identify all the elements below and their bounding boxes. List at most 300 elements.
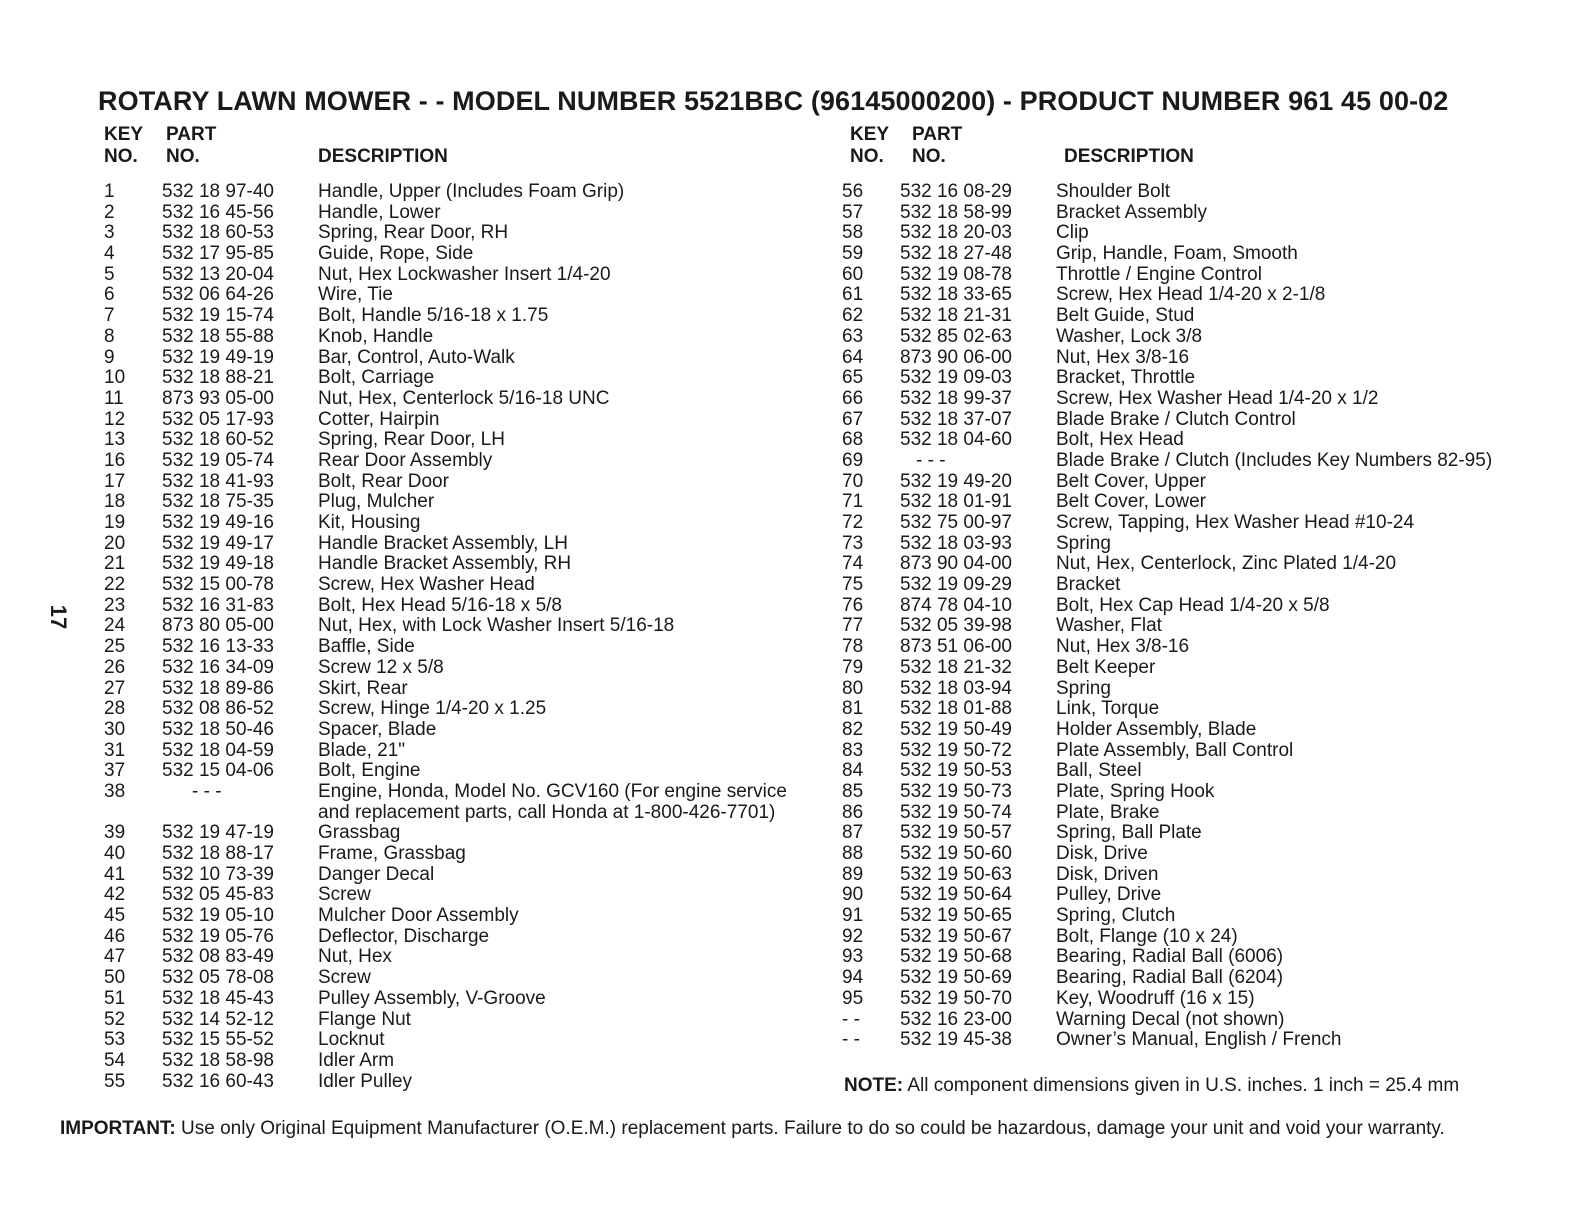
key-number: 10 bbox=[104, 367, 126, 389]
key-number: 30 bbox=[104, 718, 126, 740]
table-row bbox=[104, 203, 824, 224]
key-number: 13 bbox=[104, 429, 126, 451]
part-number: 532 19 15-74 bbox=[162, 305, 274, 327]
part-description: Clip bbox=[1056, 222, 1089, 244]
key-header: KEY bbox=[104, 124, 144, 145]
part-number: 532 19 49-16 bbox=[162, 512, 274, 533]
part-number: 532 19 45-38 bbox=[900, 1029, 1012, 1051]
table-row bbox=[842, 616, 1542, 637]
part-number: 532 18 89-86 bbox=[162, 677, 274, 699]
key-number: 6 bbox=[104, 284, 115, 306]
part-number: 532 19 50-67 bbox=[900, 925, 1012, 947]
table-row bbox=[842, 885, 1542, 906]
key-no-header: NO. bbox=[104, 146, 138, 167]
table-row bbox=[104, 265, 824, 286]
part-description: Nut, Hex, Centerlock, Zinc Plated 1/4-20 bbox=[1056, 553, 1397, 575]
note-text: All component dimensions given in U.S. inches. 1 inch = 25.4 mm bbox=[907, 1075, 1460, 1096]
part-number: 532 18 01-88 bbox=[900, 698, 1012, 720]
table-row bbox=[104, 699, 824, 720]
key-number: 88 bbox=[842, 843, 864, 864]
key-number: 19 bbox=[104, 512, 126, 533]
part-number: 532 19 50-63 bbox=[900, 863, 1012, 885]
part-description: Ball, Steel bbox=[1056, 760, 1142, 782]
part-description: Bearing, Radial Ball (6204) bbox=[1056, 967, 1284, 989]
table-row bbox=[104, 637, 824, 658]
key-number: 20 bbox=[104, 532, 126, 554]
parts-list-right bbox=[842, 182, 1542, 1051]
part-number: 532 08 83-49 bbox=[162, 946, 274, 968]
part-description: Belt Cover, Upper bbox=[1056, 470, 1206, 492]
table-row bbox=[104, 1030, 824, 1051]
key-number: 56 bbox=[842, 181, 864, 202]
part-number: 532 18 03-93 bbox=[900, 532, 1012, 554]
key-number: 11 bbox=[104, 387, 124, 409]
key-number: 4 bbox=[104, 243, 115, 265]
part-description: Deflector, Discharge bbox=[318, 925, 490, 947]
part-number: 532 18 75-35 bbox=[162, 491, 274, 513]
part-description: Idler Arm bbox=[318, 1049, 395, 1071]
table-row bbox=[842, 699, 1542, 720]
table-row bbox=[842, 410, 1542, 431]
table-row bbox=[842, 782, 1542, 803]
table-row bbox=[842, 761, 1542, 782]
part-description: Bracket, Throttle bbox=[1056, 367, 1196, 389]
page-title: ROTARY LAWN MOWER - - MODEL NUMBER 5521BBC (96145000200) - PRODUCT NUMBER 961 45 00-02 bbox=[98, 86, 1449, 116]
description-header: DESCRIPTION bbox=[318, 146, 448, 167]
table-row bbox=[842, 679, 1542, 700]
part-description: Blade Brake / Clutch (Includes Key Numbers 82-95) bbox=[1056, 449, 1493, 471]
key-number: 53 bbox=[104, 1029, 126, 1051]
table-row bbox=[104, 1072, 824, 1093]
table-row bbox=[104, 492, 824, 513]
part-number: 532 06 64-26 bbox=[162, 284, 274, 306]
part-description: Link, Torque bbox=[1056, 698, 1160, 720]
part-description: Nut, Hex 3/8-16 bbox=[1056, 636, 1190, 658]
parts-table-right bbox=[842, 124, 1542, 1051]
part-number: 532 19 50-68 bbox=[900, 946, 1012, 968]
table-row bbox=[104, 223, 824, 244]
key-number: 72 bbox=[842, 512, 864, 533]
table-row bbox=[842, 244, 1542, 265]
part-number: 532 19 50-57 bbox=[900, 822, 1012, 844]
part-description: Pulley Assembly, V-Groove bbox=[318, 987, 546, 1009]
key-number: 9 bbox=[104, 346, 115, 368]
part-number: 532 16 60-43 bbox=[162, 1070, 274, 1092]
part-number: 532 18 41-93 bbox=[162, 470, 274, 492]
part-description: Holder Assembly, Blade bbox=[1056, 718, 1257, 740]
part-number: 532 05 17-93 bbox=[162, 408, 274, 430]
part-description: Warning Decal (not shown) bbox=[1056, 1008, 1285, 1030]
part-number: 532 19 47-19 bbox=[162, 822, 274, 844]
key-number: 69 bbox=[842, 449, 864, 471]
key-number: 38 bbox=[104, 780, 126, 802]
part-number: 532 18 20-03 bbox=[900, 222, 1012, 244]
part-number: 873 90 06-00 bbox=[900, 346, 1012, 368]
key-number: 89 bbox=[842, 863, 864, 885]
part-number: 532 19 50-73 bbox=[900, 780, 1012, 802]
table-row bbox=[842, 348, 1542, 369]
key-number: 41 bbox=[104, 863, 126, 885]
table-row bbox=[842, 306, 1542, 327]
part-number: 532 18 88-17 bbox=[162, 843, 274, 865]
note bbox=[844, 1075, 1459, 1097]
part-description: Bolt, Hex Head 5/16-18 x 5/8 bbox=[318, 594, 562, 616]
part-description: Plate Assembly, Ball Control bbox=[1056, 739, 1294, 761]
part-description: Handle, Lower bbox=[318, 201, 441, 223]
part-number: 532 18 04-60 bbox=[900, 429, 1012, 451]
table-row bbox=[842, 803, 1542, 824]
table-row bbox=[842, 968, 1542, 989]
table-row bbox=[842, 1030, 1542, 1051]
key-number: - - bbox=[842, 1008, 860, 1030]
part-number: 532 15 04-06 bbox=[162, 760, 274, 782]
key-number: 23 bbox=[104, 594, 126, 616]
part-number: 532 19 09-03 bbox=[900, 367, 1012, 389]
table-row bbox=[104, 472, 824, 493]
key-number: 67 bbox=[842, 408, 864, 430]
part-number: 532 19 49-20 bbox=[900, 470, 1012, 492]
key-number: 60 bbox=[842, 263, 864, 285]
part-description: Plate, Brake bbox=[1056, 801, 1160, 823]
part-description: Guide, Rope, Side bbox=[318, 243, 474, 265]
part-description: Shoulder Bolt bbox=[1056, 181, 1171, 202]
part-number: 873 90 04-00 bbox=[900, 553, 1012, 575]
table-row bbox=[842, 596, 1542, 617]
part-number: 532 18 45-43 bbox=[162, 987, 274, 1009]
key-number: 50 bbox=[104, 967, 126, 989]
part-number: 532 19 50-69 bbox=[900, 967, 1012, 989]
key-number: 73 bbox=[842, 532, 864, 554]
part-description: Spring bbox=[1056, 677, 1111, 699]
key-number: 37 bbox=[104, 760, 126, 782]
table-header bbox=[104, 124, 824, 182]
part-description: Wire, Tie bbox=[318, 284, 393, 306]
part-number: 532 18 60-52 bbox=[162, 429, 274, 451]
important-notice bbox=[60, 1118, 1445, 1140]
part-description: Belt Guide, Stud bbox=[1056, 305, 1195, 327]
table-row bbox=[842, 451, 1542, 472]
part-number: 532 18 04-59 bbox=[162, 739, 274, 761]
part-no-header: NO. bbox=[166, 146, 200, 167]
part-description: Screw, Hex Head 1/4-20 x 2-1/8 bbox=[1056, 284, 1326, 306]
part-number: 532 16 08-29 bbox=[900, 181, 1012, 202]
part-number: 873 93 05-00 bbox=[162, 387, 274, 409]
table-row bbox=[104, 761, 824, 782]
key-number: 74 bbox=[842, 553, 864, 575]
table-row bbox=[842, 265, 1542, 286]
table-row bbox=[842, 389, 1542, 410]
part-number: 532 19 09-29 bbox=[900, 574, 1012, 596]
part-description: Spring, Rear Door, LH bbox=[318, 429, 505, 451]
part-description: Skirt, Rear bbox=[318, 677, 408, 699]
part-number: 532 19 05-74 bbox=[162, 449, 274, 471]
key-number: 86 bbox=[842, 801, 864, 823]
key-number: 87 bbox=[842, 822, 864, 844]
key-number: 65 bbox=[842, 367, 864, 389]
part-number: 532 18 33-65 bbox=[900, 284, 1012, 306]
key-number: 16 bbox=[104, 449, 126, 471]
table-row bbox=[842, 285, 1542, 306]
table-row bbox=[842, 203, 1542, 224]
key-number: 76 bbox=[842, 594, 864, 616]
key-number: 18 bbox=[104, 491, 126, 513]
part-description: Handle, Upper (Includes Foam Grip) bbox=[318, 181, 625, 202]
part-number: 532 19 50-65 bbox=[900, 905, 1012, 927]
key-number: 28 bbox=[104, 698, 126, 720]
part-description: Bolt, Engine bbox=[318, 760, 421, 782]
part-number: 532 17 95-85 bbox=[162, 243, 274, 265]
table-row bbox=[104, 285, 824, 306]
part-number: 874 78 04-10 bbox=[900, 594, 1012, 616]
part-description: Mulcher Door Assembly bbox=[318, 905, 519, 927]
key-number: 85 bbox=[842, 780, 864, 802]
key-number: 57 bbox=[842, 201, 864, 223]
table-row bbox=[104, 410, 824, 431]
key-number: 61 bbox=[842, 284, 864, 306]
part-number: 532 18 99-37 bbox=[900, 387, 1012, 409]
part-number: 532 19 50-53 bbox=[900, 760, 1012, 782]
part-description: Kit, Housing bbox=[318, 512, 421, 533]
part-description: Frame, Grassbag bbox=[318, 843, 466, 865]
part-description: Danger Decal bbox=[318, 863, 435, 885]
part-number: 532 16 45-56 bbox=[162, 201, 274, 223]
key-number: 5 bbox=[104, 263, 115, 285]
part-description: Idler Pulley bbox=[318, 1070, 412, 1092]
part-description: Blade, 21" bbox=[318, 739, 406, 761]
table-row bbox=[104, 989, 824, 1010]
important-label: IMPORTANT: bbox=[60, 1118, 176, 1139]
part-number: 532 19 08-78 bbox=[900, 263, 1012, 285]
part-description: Bracket Assembly bbox=[1056, 201, 1207, 223]
table-row bbox=[104, 182, 824, 203]
part-description: Bearing, Radial Ball (6006) bbox=[1056, 946, 1284, 968]
part-number: 532 19 50-60 bbox=[900, 843, 1012, 864]
key-number: 45 bbox=[104, 905, 126, 927]
part-description: Nut, Hex bbox=[318, 946, 392, 968]
part-description: Bracket bbox=[1056, 574, 1121, 596]
key-number: - - bbox=[842, 1029, 860, 1051]
key-number: 1 bbox=[104, 181, 115, 202]
part-description: Screw, Hinge 1/4-20 x 1.25 bbox=[318, 698, 547, 720]
part-number: 532 18 50-46 bbox=[162, 718, 274, 740]
table-row bbox=[104, 348, 824, 369]
part-description: Handle Bracket Assembly, RH bbox=[318, 553, 572, 575]
table-row bbox=[842, 823, 1542, 844]
page-number: 17 bbox=[46, 604, 72, 630]
part-number: 532 18 60-53 bbox=[162, 222, 274, 244]
table-row bbox=[104, 306, 824, 327]
key-number: 62 bbox=[842, 305, 864, 327]
key-number: 94 bbox=[842, 967, 864, 989]
part-number: 532 08 86-52 bbox=[162, 698, 274, 720]
part-no-header: NO. bbox=[912, 146, 946, 167]
table-row bbox=[842, 534, 1542, 555]
part-description: Pulley, Drive bbox=[1056, 884, 1162, 906]
table-row bbox=[104, 885, 824, 906]
key-number: 39 bbox=[104, 822, 126, 844]
part-description: Spring, Rear Door, RH bbox=[318, 222, 509, 244]
table-row bbox=[842, 327, 1542, 348]
table-row bbox=[104, 575, 824, 596]
part-description: Screw, Hex Washer Head 1/4-20 x 1/2 bbox=[1056, 387, 1379, 409]
part-description: Screw bbox=[318, 884, 371, 906]
part-description: Spacer, Blade bbox=[318, 718, 437, 740]
table-row bbox=[104, 513, 824, 534]
table-row bbox=[104, 1051, 824, 1072]
part-number: - - - bbox=[916, 449, 946, 471]
part-description: Disk, Driven bbox=[1056, 863, 1159, 885]
part-description: Bolt, Rear Door bbox=[318, 470, 449, 492]
part-description: Engine, Honda, Model No. GCV160 (For engine service and replacement parts, call Honda at 1-800-426-7701) bbox=[318, 780, 787, 823]
key-number: 90 bbox=[842, 884, 864, 906]
key-number: 63 bbox=[842, 325, 864, 347]
key-number: 22 bbox=[104, 574, 126, 596]
table-row bbox=[104, 741, 824, 762]
table-row bbox=[104, 430, 824, 451]
part-number: 532 19 50-72 bbox=[900, 739, 1012, 761]
key-number: 47 bbox=[104, 946, 126, 968]
part-description: Belt Keeper bbox=[1056, 656, 1156, 678]
table-row bbox=[104, 534, 824, 555]
part-header: PART bbox=[166, 124, 217, 145]
part-description: Knob, Handle bbox=[318, 325, 434, 347]
part-number: 532 18 03-94 bbox=[900, 677, 1012, 699]
table-row bbox=[842, 720, 1542, 741]
part-number: 532 85 02-63 bbox=[900, 325, 1012, 347]
part-description: Handle Bracket Assembly, LH bbox=[318, 532, 568, 554]
part-description: Nut, Hex Lockwasher Insert 1/4-20 bbox=[318, 263, 611, 285]
table-row bbox=[104, 906, 824, 927]
part-number: 532 18 58-99 bbox=[900, 201, 1012, 223]
part-number: 532 19 50-49 bbox=[900, 718, 1012, 740]
part-number: 532 18 01-91 bbox=[900, 491, 1012, 513]
part-number: 532 18 27-48 bbox=[900, 243, 1012, 265]
part-description: Grassbag bbox=[318, 822, 401, 844]
key-number: 64 bbox=[842, 346, 864, 368]
table-row bbox=[842, 513, 1542, 534]
part-description: Rear Door Assembly bbox=[318, 449, 493, 471]
key-number: 59 bbox=[842, 243, 864, 265]
key-number: 81 bbox=[842, 698, 864, 720]
table-row bbox=[842, 223, 1542, 244]
table-row bbox=[104, 1010, 824, 1031]
part-number: 532 18 88-21 bbox=[162, 367, 274, 389]
part-description: Screw 12 x 5/8 bbox=[318, 656, 444, 678]
table-row bbox=[104, 927, 824, 948]
part-description: Nut, Hex, Centerlock 5/16-18 UNC bbox=[318, 387, 610, 409]
part-description: Flange Nut bbox=[318, 1008, 411, 1030]
key-number: 92 bbox=[842, 925, 864, 947]
part-number: 532 75 00-97 bbox=[900, 512, 1012, 533]
table-header bbox=[842, 124, 1542, 182]
key-number: 21 bbox=[104, 553, 126, 575]
table-row bbox=[104, 679, 824, 700]
part-description: Screw, Tapping, Hex Washer Head #10-24 bbox=[1056, 512, 1415, 533]
table-row bbox=[842, 472, 1542, 493]
part-description: Bolt, Flange (10 x 24) bbox=[1056, 925, 1238, 947]
table-row bbox=[842, 430, 1542, 451]
table-row bbox=[104, 823, 824, 844]
table-row bbox=[104, 616, 824, 637]
table-row bbox=[104, 596, 824, 617]
part-description: Screw, Hex Washer Head bbox=[318, 574, 535, 596]
key-number: 71 bbox=[842, 491, 864, 513]
part-number: 532 19 49-19 bbox=[162, 346, 274, 368]
table-row bbox=[842, 182, 1542, 203]
part-description: Washer, Flat bbox=[1056, 615, 1162, 637]
part-description: Nut, Hex, with Lock Washer Insert 5/16-18 bbox=[318, 615, 675, 637]
table-row bbox=[842, 906, 1542, 927]
part-number: 532 13 20-04 bbox=[162, 263, 274, 285]
part-description: Locknut bbox=[318, 1029, 385, 1051]
key-number: 78 bbox=[842, 636, 864, 658]
key-number: 66 bbox=[842, 387, 864, 409]
table-row bbox=[842, 554, 1542, 575]
table-row bbox=[104, 244, 824, 265]
part-description: Spring bbox=[1056, 532, 1111, 554]
table-row bbox=[104, 368, 824, 389]
table-row bbox=[842, 947, 1542, 968]
parts-table-left bbox=[104, 124, 824, 1092]
key-number: 77 bbox=[842, 615, 864, 637]
table-row bbox=[842, 575, 1542, 596]
part-description: Bolt, Handle 5/16-18 x 1.75 bbox=[318, 305, 549, 327]
key-number: 54 bbox=[104, 1049, 126, 1071]
table-row bbox=[104, 844, 824, 865]
key-number: 51 bbox=[104, 987, 126, 1009]
part-description: Throttle / Engine Control bbox=[1056, 263, 1262, 285]
part-description: Owner’s Manual, English / French bbox=[1056, 1029, 1342, 1051]
part-description: Screw bbox=[318, 967, 371, 989]
part-number: 532 18 55-88 bbox=[162, 325, 274, 347]
key-no-header: NO. bbox=[850, 146, 884, 167]
part-number: - - - bbox=[192, 780, 222, 802]
table-row bbox=[842, 989, 1542, 1010]
table-row bbox=[104, 451, 824, 472]
key-number: 27 bbox=[104, 677, 126, 699]
key-number: 2 bbox=[104, 201, 115, 223]
key-number: 80 bbox=[842, 677, 864, 699]
part-number: 532 19 49-18 bbox=[162, 553, 274, 575]
key-number: 70 bbox=[842, 470, 864, 492]
table-row bbox=[104, 865, 824, 886]
part-description: Plug, Mulcher bbox=[318, 491, 435, 513]
table-row bbox=[104, 554, 824, 575]
key-number: 75 bbox=[842, 574, 864, 596]
key-header: KEY bbox=[850, 124, 890, 145]
key-number: 46 bbox=[104, 925, 126, 947]
part-number: 532 05 39-98 bbox=[900, 615, 1012, 637]
table-row bbox=[104, 968, 824, 989]
part-number: 532 19 50-70 bbox=[900, 987, 1012, 1009]
part-number: 532 19 05-76 bbox=[162, 925, 274, 947]
table-row bbox=[842, 865, 1542, 886]
part-number: 532 16 23-00 bbox=[900, 1008, 1012, 1030]
table-row bbox=[842, 741, 1542, 762]
key-number: 26 bbox=[104, 656, 126, 678]
key-number: 95 bbox=[842, 987, 864, 1009]
key-number: 52 bbox=[104, 1008, 126, 1030]
key-number: 25 bbox=[104, 636, 126, 658]
part-description: Plate, Spring Hook bbox=[1056, 780, 1215, 802]
part-number: 532 16 31-83 bbox=[162, 594, 274, 616]
part-number: 532 18 58-98 bbox=[162, 1049, 274, 1071]
part-description: Belt Cover, Lower bbox=[1056, 491, 1206, 513]
table-row bbox=[842, 368, 1542, 389]
part-description: Bolt, Carriage bbox=[318, 367, 435, 389]
part-number: 532 16 13-33 bbox=[162, 636, 274, 658]
key-number: 79 bbox=[842, 656, 864, 678]
